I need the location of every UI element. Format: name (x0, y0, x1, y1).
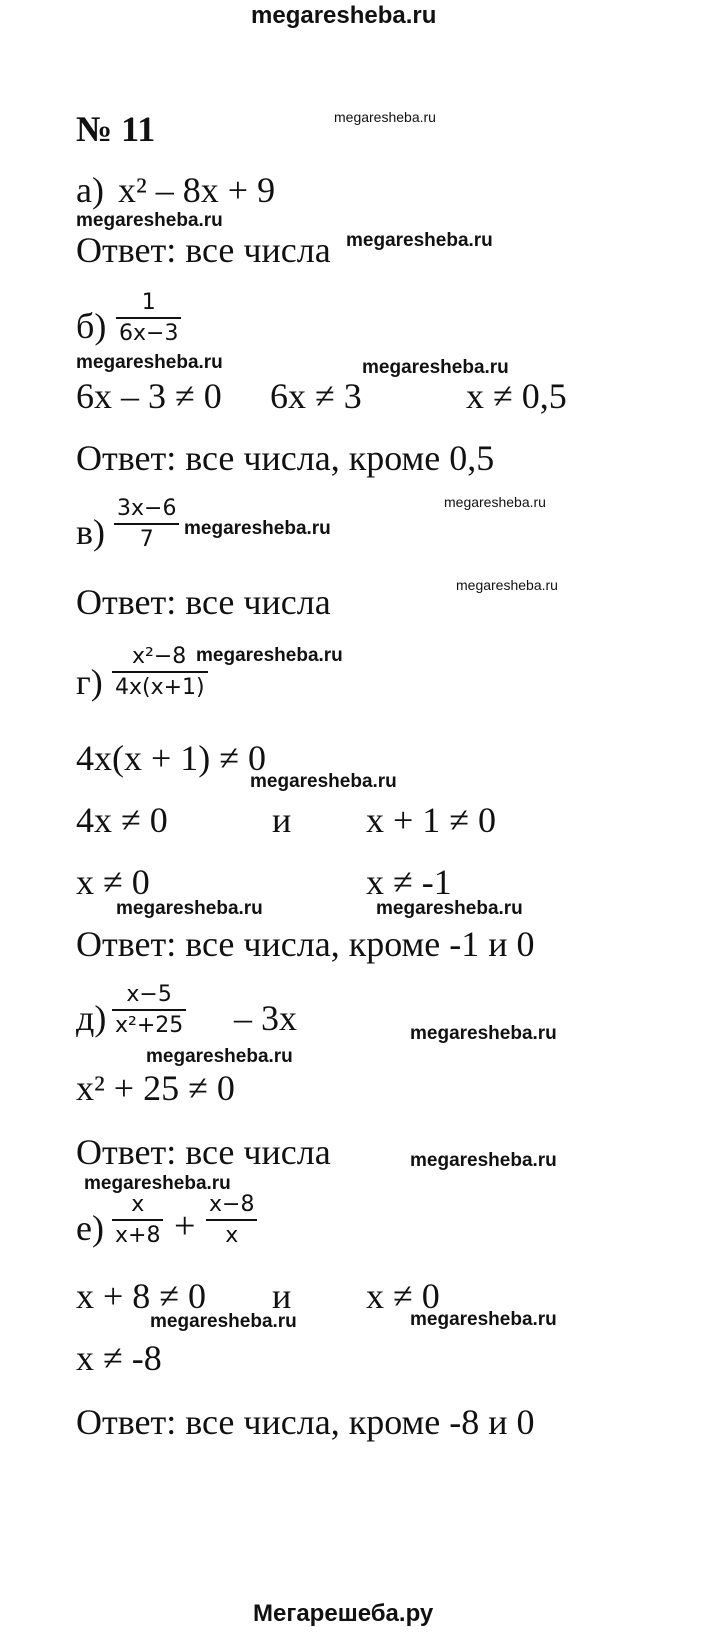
part-d-step2a: 4x ≠ 0 (76, 800, 168, 840)
part-f-step1a: x + 8 ≠ 0 (76, 1276, 207, 1316)
problem-number: № 11 (76, 109, 156, 149)
watermark: megaresheba.ru (410, 1309, 557, 1330)
watermark: megaresheba.ru (84, 1173, 231, 1194)
fraction-denominator: x (225, 1223, 239, 1248)
part-e-step1: x² + 25 ≠ 0 (76, 1068, 235, 1108)
part-f-conjunction: и (272, 1276, 292, 1316)
part-b-step3: x ≠ 0,5 (466, 376, 567, 416)
watermark: megaresheba.ru (362, 357, 509, 378)
site-footer: Мегарешеба.ру (253, 1600, 434, 1627)
watermark: megaresheba.ru (196, 645, 343, 666)
part-f-answer: Ответ: все числа, кроме -8 и 0 (76, 1402, 535, 1442)
part-c-answer: Ответ: все числа (76, 582, 331, 622)
fraction-denominator: 6x−3 (119, 321, 179, 346)
part-e-answer: Ответ: все числа (76, 1132, 331, 1172)
fraction-numerator: 1 (116, 292, 181, 319)
part-d-step3a: x ≠ 0 (76, 862, 150, 902)
part-f-fraction-1 (112, 1194, 163, 1247)
part-b-fraction (116, 292, 181, 345)
fraction-numerator: x−8 (206, 1194, 257, 1221)
watermark: megaresheba.ru (184, 518, 331, 539)
watermark: megaresheba.ru (250, 771, 397, 792)
part-b-answer: Ответ: все числа, кроме 0,5 (76, 438, 495, 478)
plus-sign: + (174, 1205, 196, 1247)
part-d-label: г) (76, 662, 103, 702)
part-b-label: б) (76, 306, 107, 346)
part-d-step1: 4x(x + 1) ≠ 0 (76, 738, 267, 778)
part-b-step1: 6x – 3 ≠ 0 (76, 376, 222, 416)
watermark: megaresheba.ru (146, 1046, 293, 1067)
part-b-step2: 6x ≠ 3 (270, 376, 362, 416)
fraction-denominator: x+8 (115, 1223, 161, 1248)
fraction-denominator: x²+25 (115, 1013, 184, 1038)
watermark: megaresheba.ru (334, 109, 436, 125)
part-d-conjunction: и (272, 800, 292, 840)
watermark: megaresheba.ru (346, 230, 493, 251)
watermark: megaresheba.ru (456, 577, 558, 593)
site-header: megaresheba.ru (251, 2, 437, 29)
fraction-numerator: 3x−6 (114, 498, 179, 525)
watermark: megaresheba.ru (410, 1023, 557, 1044)
watermark: megaresheba.ru (376, 898, 523, 919)
part-e-label: д) (76, 998, 107, 1038)
fraction-numerator: x (112, 1194, 163, 1221)
fraction-denominator: 7 (139, 527, 154, 552)
part-c-fraction (114, 498, 179, 551)
part-d-fraction (112, 646, 208, 699)
fraction-denominator: 4x(x+1) (115, 675, 205, 700)
part-e-tail: – 3x (234, 998, 297, 1038)
watermark: megaresheba.ru (76, 210, 223, 231)
part-d-step3b: x ≠ -1 (366, 862, 452, 902)
watermark: megaresheba.ru (76, 352, 223, 373)
part-c-label: в) (76, 512, 105, 552)
watermark: megaresheba.ru (116, 898, 263, 919)
watermark: megaresheba.ru (444, 494, 546, 510)
part-a-label: а) (76, 170, 104, 210)
part-f-fraction-2 (206, 1194, 257, 1247)
watermark: megaresheba.ru (150, 1311, 297, 1332)
part-a-answer: Ответ: все числа (76, 230, 331, 270)
part-f-label: е) (76, 1208, 104, 1248)
part-f-step2: x ≠ -8 (76, 1338, 162, 1378)
part-d-step2b: x + 1 ≠ 0 (366, 800, 497, 840)
part-f-step1b: x ≠ 0 (366, 1276, 440, 1316)
part-d-answer: Ответ: все числа, кроме -1 и 0 (76, 924, 535, 964)
fraction-numerator: x−5 (112, 984, 186, 1011)
part-a-expression: x² – 8x + 9 (118, 170, 276, 210)
part-e-fraction (112, 984, 186, 1037)
watermark: megaresheba.ru (410, 1150, 557, 1171)
fraction-numerator: x²−8 (112, 646, 208, 673)
